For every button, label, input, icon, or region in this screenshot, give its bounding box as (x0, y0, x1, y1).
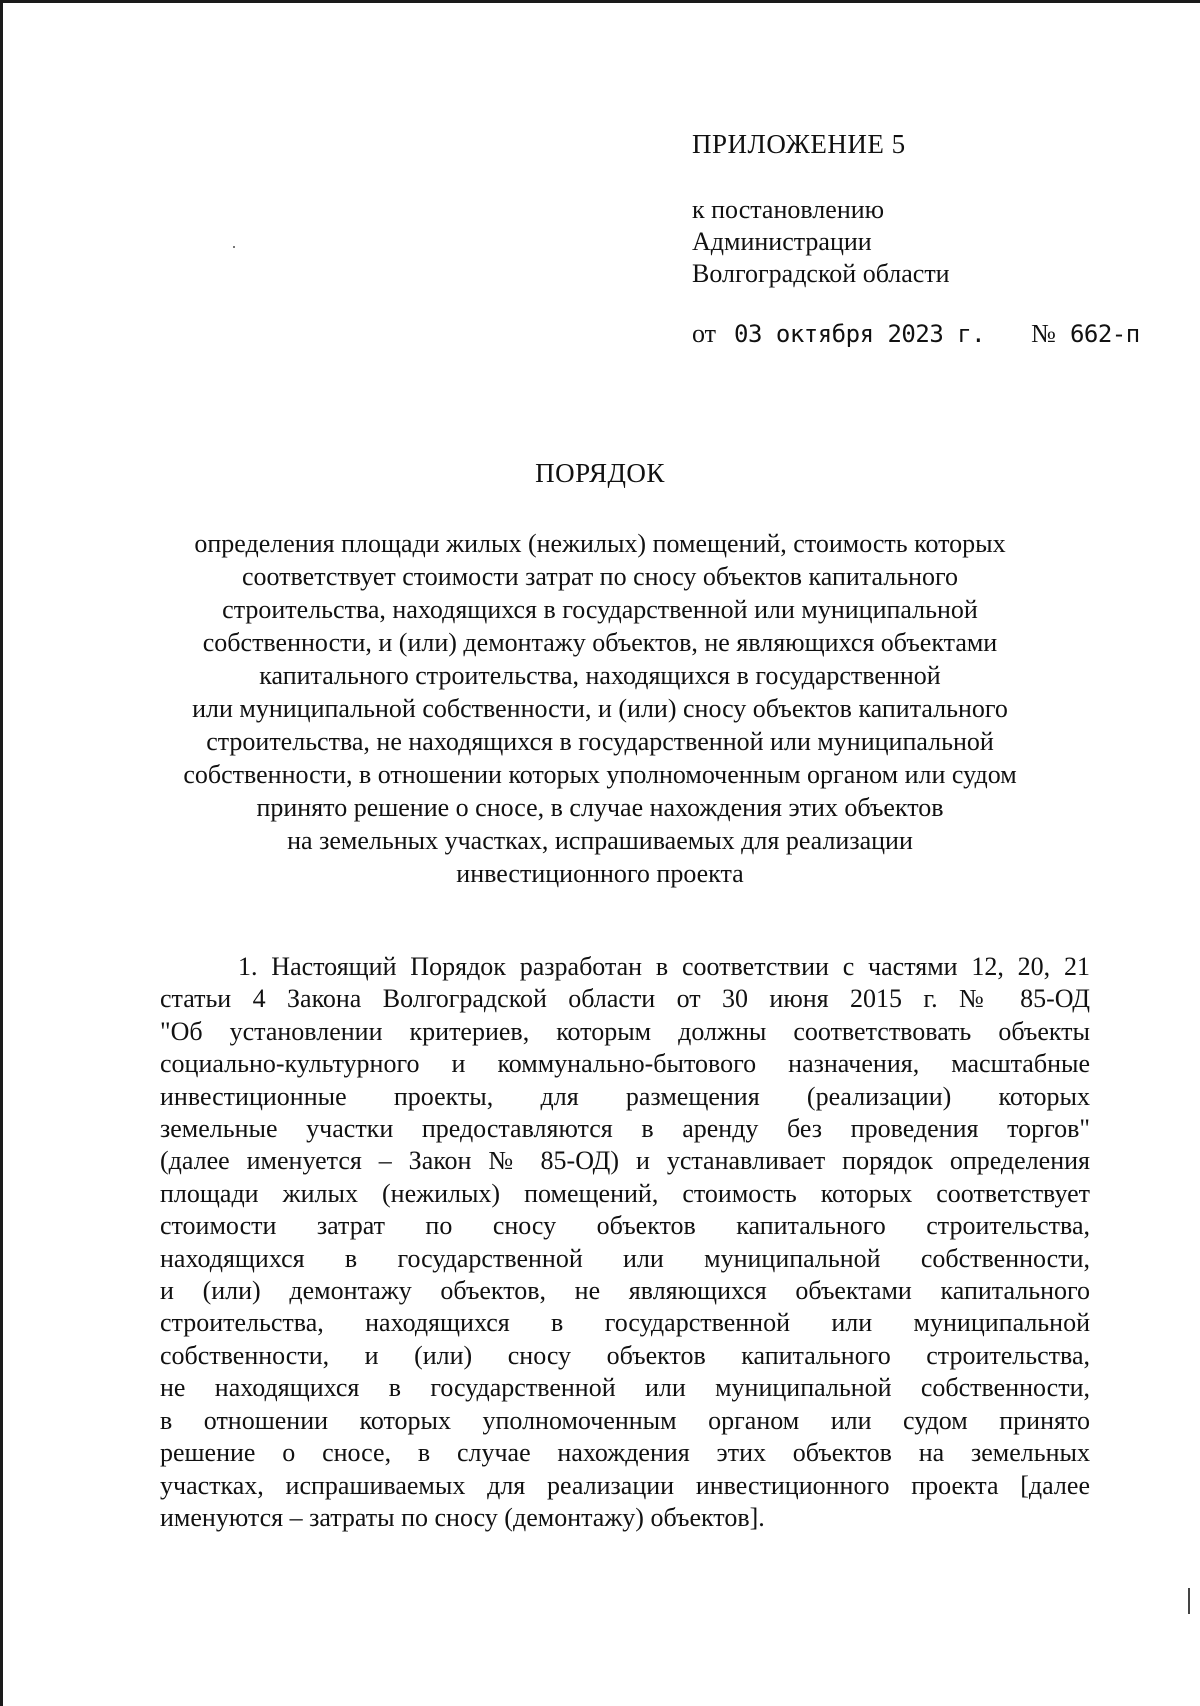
paragraph-line: не находящихся в государственной или муниципальной собственности, (160, 1373, 1090, 1403)
paragraph-line: статьи 4 Закона Волгоградской области от 30 июня 2015 г. № 85-ОД (160, 984, 1090, 1014)
appendix-title: ПРИЛОЖЕНИЕ 5 (692, 129, 906, 159)
subtitle-line: определения площади жилых (нежилых) помещений, стоимость которых (194, 529, 1006, 558)
subtitle-line: строительства, не находящихся в государственной или муниципальной (206, 727, 994, 756)
paragraph-line: строительства, находящихся в государственной или муниципальной (160, 1308, 1090, 1338)
date-value: 03 октября 2023 г. (734, 320, 986, 348)
decree-line: к постановлению (692, 195, 885, 224)
decree-line: Администрации (692, 227, 872, 256)
paragraph-line: и (или) демонтажу объектов, не являющихся объектами капитального (160, 1276, 1090, 1306)
paragraph-line: находящихся в государственной или муниципальной собственности, (160, 1243, 1090, 1273)
paragraph-line: участках, испрашиваемых для реализации инвестиционного проекта [далее (160, 1470, 1090, 1500)
paragraph-line: социально-культурного и коммунально-бытового назначения, масштабные (160, 1049, 1090, 1079)
date-prefix: от (692, 319, 717, 348)
paragraph-1 (160, 951, 1090, 1534)
subtitle-line: собственности, и (или) демонтажу объектов, не являющихся объектами (202, 628, 998, 657)
decree-date-number (692, 318, 1162, 350)
decree-line: Волгоградской области (692, 259, 950, 288)
paragraph-line: площади жилых (нежилых) помещений, стоимость которых соответствует (160, 1178, 1090, 1208)
scan-border-left (0, 0, 3, 1706)
scan-border-top (0, 0, 1200, 3)
appendix-header (692, 128, 1162, 350)
paragraph-line: земельные участки предоставляются в аренду без проведения торгов" (160, 1114, 1090, 1144)
paragraph-line: стоимости затрат по сносу объектов капитального строительства, (160, 1211, 1090, 1241)
decree-reference (692, 194, 1162, 290)
subtitle-line: строительства, находящихся в государственной или муниципальной (222, 595, 978, 624)
subtitle-line: капитального строительства, находящихся в государственной (259, 661, 941, 690)
document-subtitle (140, 527, 1060, 890)
paragraph-line: собственности, и (или) сносу объектов капитального строительства, (160, 1340, 1090, 1370)
paragraph-line: 1. Настоящий Порядок разработан в соответствии с частями 12, 20, 21 (238, 952, 1090, 981)
paragraph-line: (далее именуется – Закон № 85-ОД) и устанавливает порядок определения (160, 1146, 1090, 1176)
document-title: ПОРЯДОК (535, 458, 665, 488)
subtitle-line: или муниципальной собственности, и (или) сносу объектов капитального (192, 694, 1008, 723)
paragraph-line: в отношении которых уполномоченным органом или судом принято (160, 1405, 1090, 1435)
paragraph-line: инвестиционные проекты, для размещения (реализации) которых (160, 1081, 1090, 1111)
paragraph-line: "Об установлении критериев, которым должны соответствовать объекты (160, 1016, 1090, 1046)
subtitle-line: инвестиционного проекта (456, 859, 744, 888)
subtitle-line: соответствует стоимости затрат по сносу объектов капитального (241, 562, 959, 591)
paragraph-line: именуются – затраты по сносу (демонтажу) объектов]. (160, 1502, 765, 1532)
paragraph-line: решение о сносе, в случае нахождения этих объектов на земельных (160, 1438, 1090, 1468)
number-prefix: № (1031, 319, 1056, 348)
number-value: 662-п (1069, 320, 1140, 348)
scan-mark-right (1188, 1588, 1190, 1614)
subtitle-line: принято решение о сносе, в случае нахождения этих объектов (256, 793, 944, 822)
scan-dust-dot (233, 246, 235, 248)
subtitle-line: собственности, в отношении которых уполномоченным органом или судом (183, 760, 1017, 789)
subtitle-line: на земельных участках, испрашиваемых для реализации (287, 826, 913, 855)
